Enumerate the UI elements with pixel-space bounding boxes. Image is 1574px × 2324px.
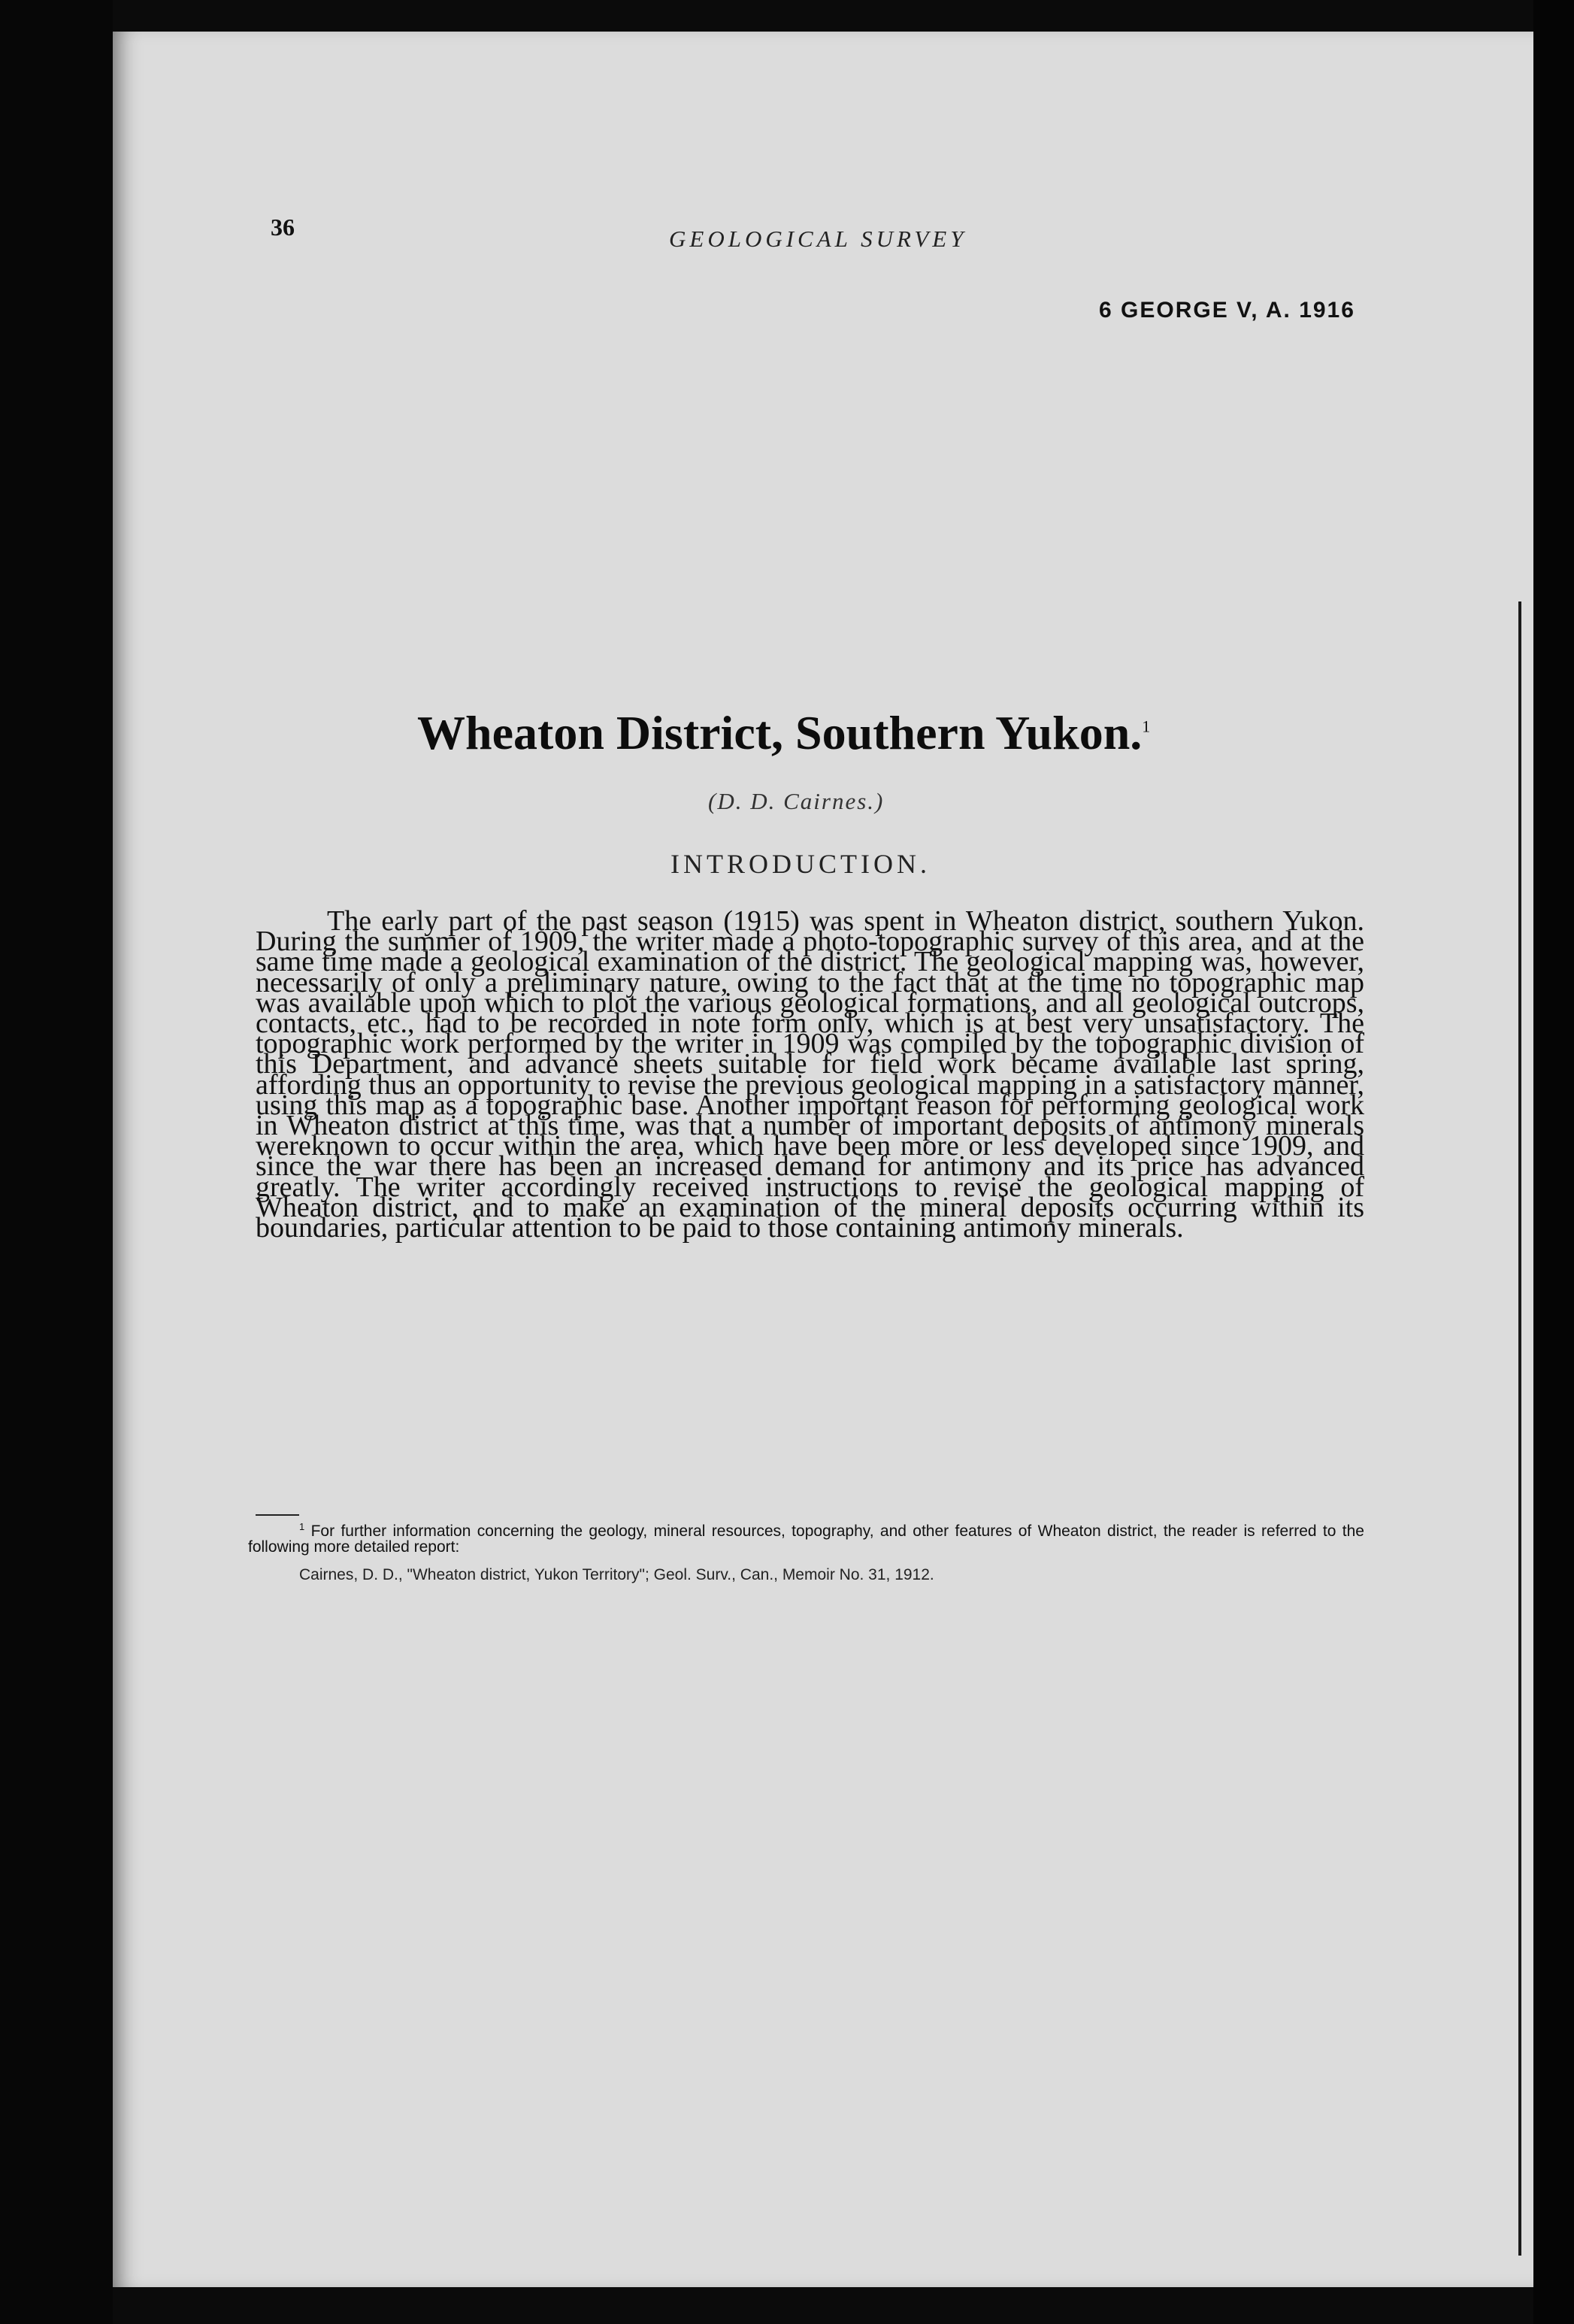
footnote xyxy=(248,1519,1364,1555)
scan-left-margin xyxy=(0,0,113,2324)
article-title-text: Wheaton District, Southern Yukon. xyxy=(417,706,1143,759)
footnote-reference: Cairnes, D. D., "Wheaton district, Yukon Territory"; Geol. Surv., Can., Memoir No. 31, 1912. xyxy=(299,1566,934,1583)
footnote-text: For further information concerning the geology, mineral resources, topography, and other features of Wheaton district, the reader is referred to the following more detailed report: xyxy=(248,1523,1364,1556)
footnote-marker: 1 xyxy=(299,1521,305,1532)
body-paragraph: The early part of the past season (1915) was spent in Wheaton district, southern Yukon. During the summer of 1909, the writer made a photo-topographic survey of this area, and at the same time made a geological examination of the district. The geological mapping was, however, necessarily of only a preliminary nature, owing to the fact that at the time no topographic map was available upon which to plot the various geological formations, and all geological outcrops, contacts, etc., had to be recorded in note form only, which is at best very unsatisfactory. The topographic work performed by the writer in 1909 was compiled by the topographic division of this Department, and advance sheets suitable for field work became available last spring, affording thus an opportunity to revise the previous geological mapping in a satisfactory manner, using this map as a topographic base. Another important reason for performing geological work in Wheaton district at this time, was that a number of important deposits of antimony minerals wereknown to occur within the area, which have been more or less developed since 1909, and since the war there has been an increased demand for antimony and its price has advanced greatly. The writer accordingly received instructions to revise the geological mapping of Wheaton district, and to make an examination of the mineral deposits occurring within its boundaries, particular attention to be paid to those containing antimony minerals. xyxy=(256,905,1364,1244)
session-label: 6 GEORGE V, A. 1916 xyxy=(1099,298,1355,323)
article-title xyxy=(417,705,1150,761)
scan-right-edge xyxy=(1533,0,1574,2324)
page-number: 36 xyxy=(271,214,295,241)
binding-rule xyxy=(1518,601,1521,2256)
section-heading: INTRODUCTION. xyxy=(670,849,931,879)
footnote-rule xyxy=(256,1514,299,1516)
running-head: GEOLOGICAL SURVEY xyxy=(669,226,967,252)
author-line: (D. D. Cairnes.) xyxy=(708,788,885,814)
title-footnote-marker: 1 xyxy=(1142,717,1151,736)
